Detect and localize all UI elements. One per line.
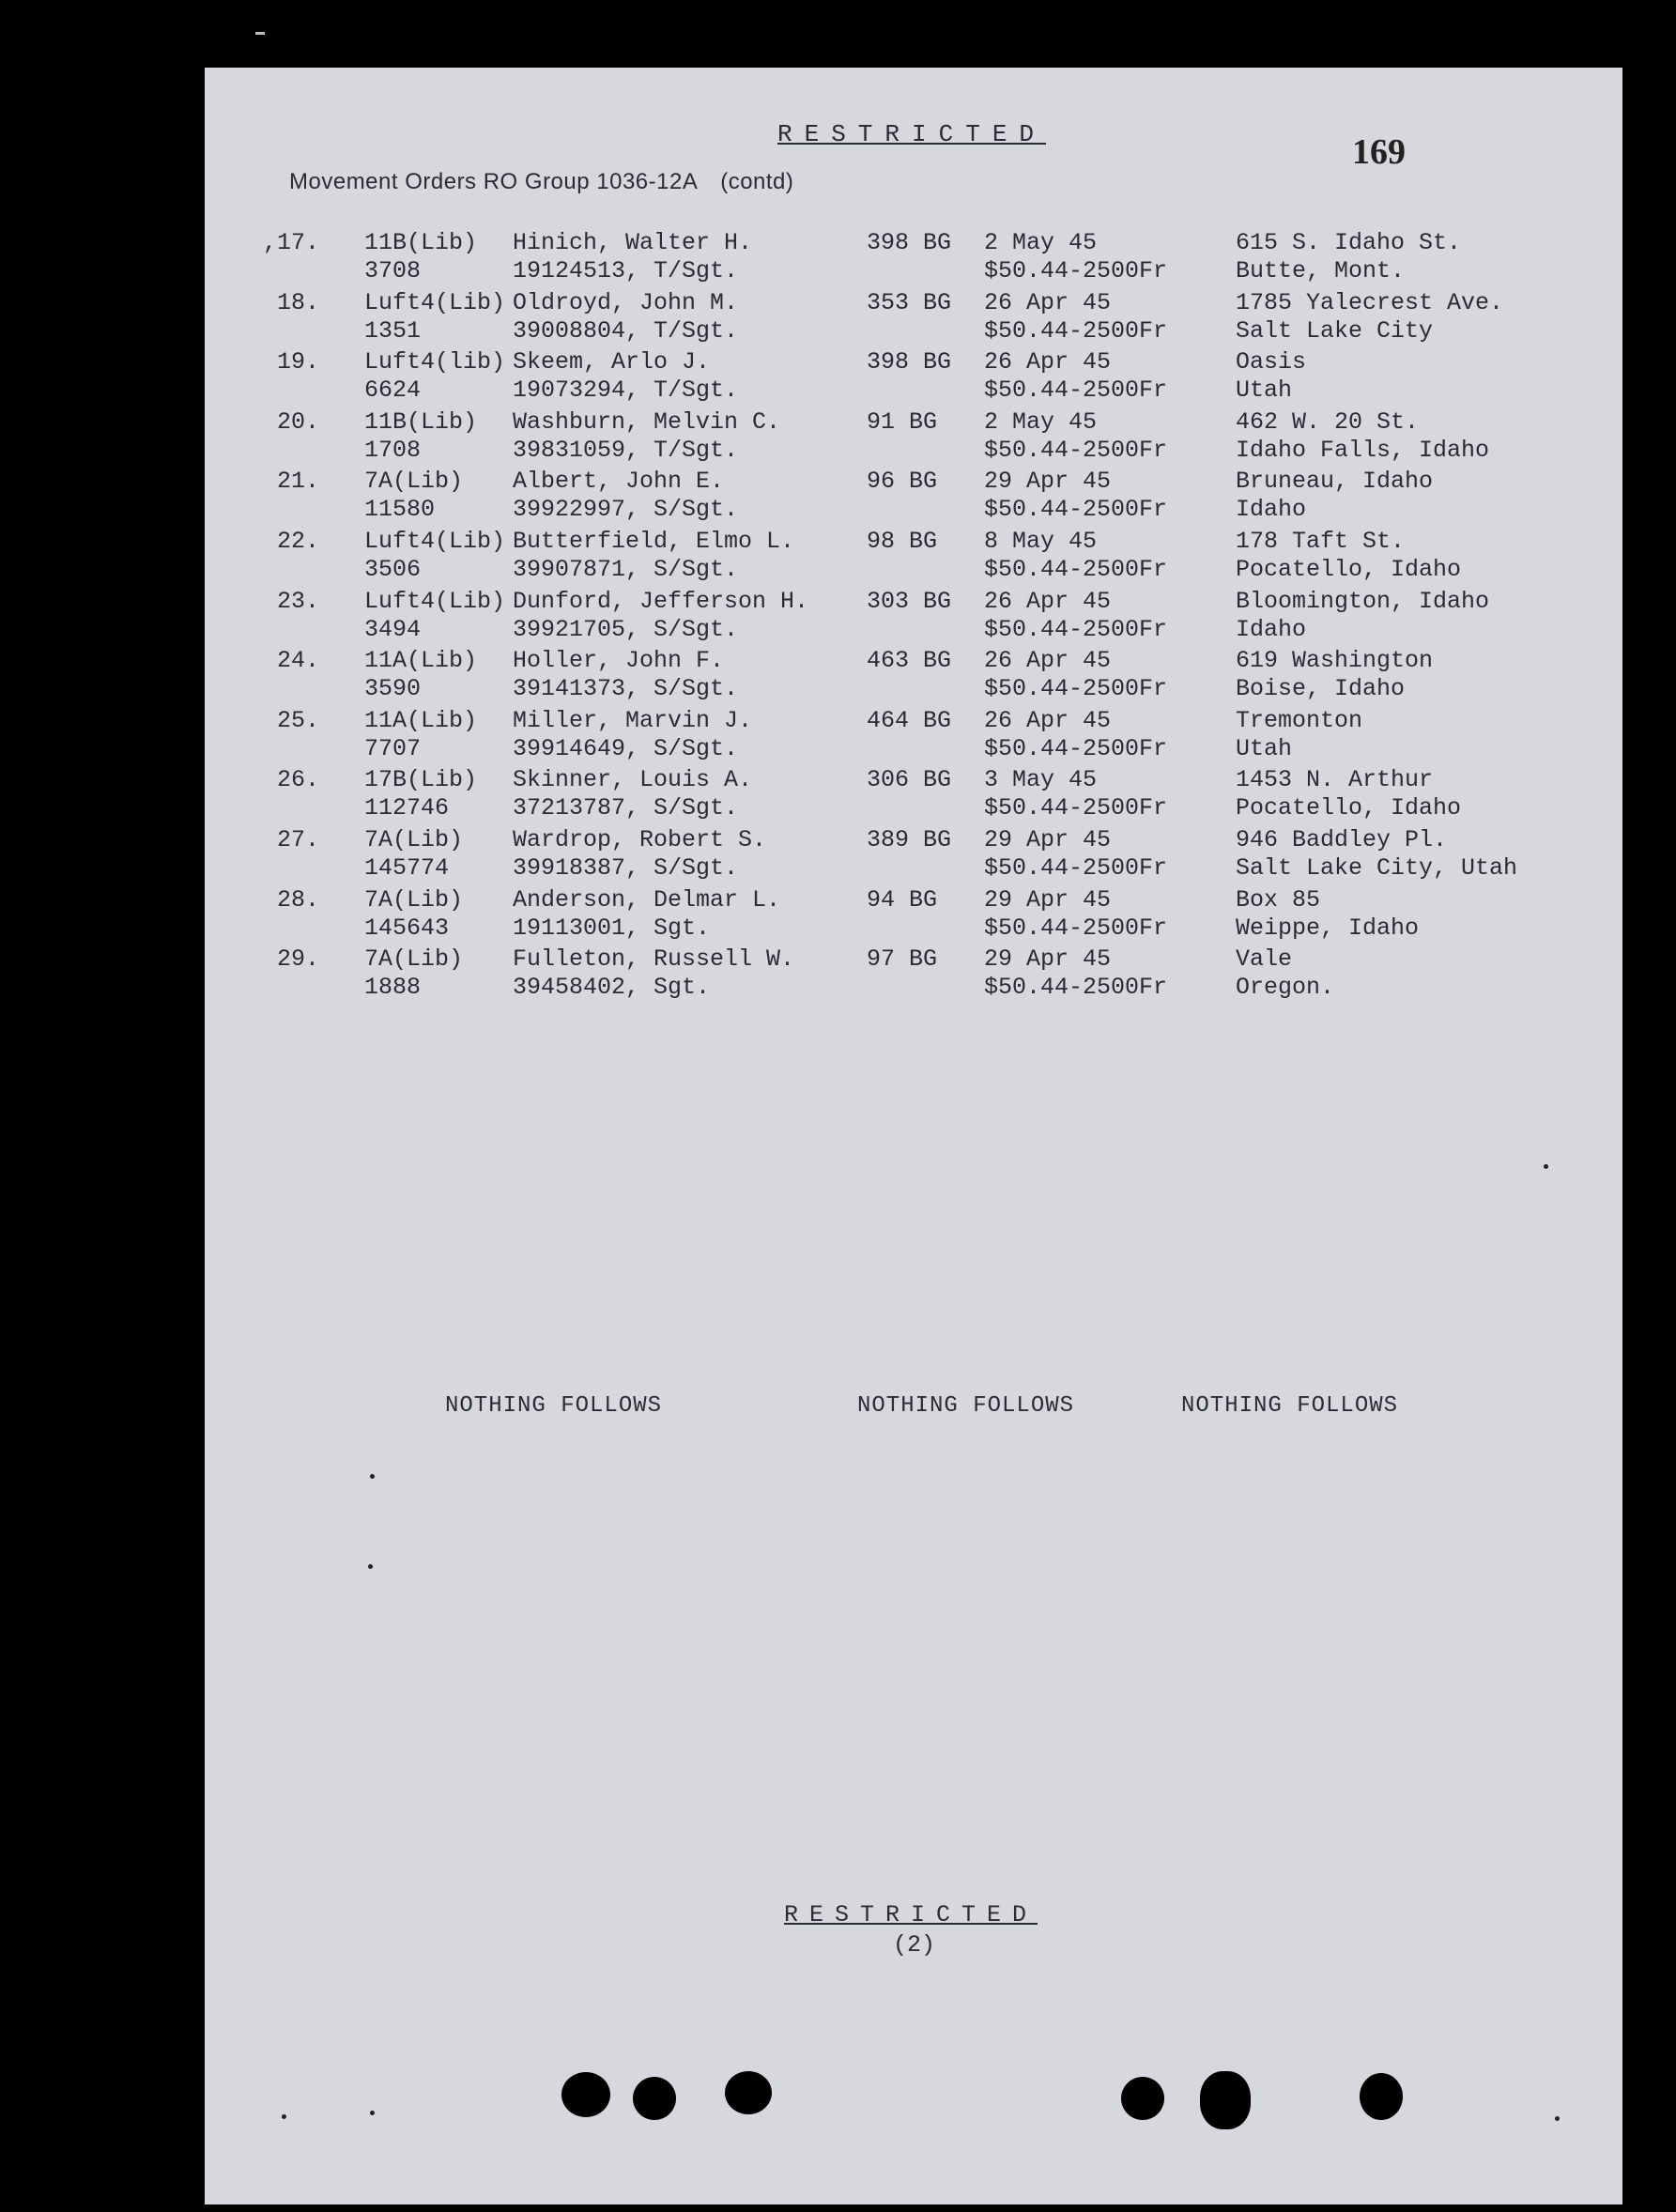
address-line-1: 462 W. 20 St. — [1236, 408, 1420, 436]
bomb-group: 98 BG — [867, 528, 938, 555]
bomb-group: 306 BG — [867, 766, 952, 793]
soldier-name: Anderson, Delmar L. — [513, 886, 781, 914]
address-line-1: Tremonton — [1236, 707, 1363, 734]
pow-number: 112746 — [364, 794, 450, 822]
header-classification: RESTRICTED — [777, 120, 1047, 148]
soldier-name: Skinner, Louis A. — [513, 766, 753, 793]
serial-rank: 39141373, S/Sgt. — [513, 675, 739, 702]
camp-name: 11A(Lib) — [364, 647, 478, 674]
punch-hole — [561, 2072, 610, 2117]
entry-number: 22. — [276, 528, 319, 555]
pow-number: 7707 — [364, 735, 422, 762]
camp-name: 11B(Lib) — [364, 229, 478, 256]
return-date: 29 Apr 45 — [984, 468, 1112, 495]
serial-rank: 19113001, Sgt. — [513, 914, 711, 942]
serial-rank: 37213787, S/Sgt. — [513, 794, 739, 822]
soldier-name: Fulleton, Russell W. — [513, 945, 795, 973]
camp-name: 17B(Lib) — [364, 766, 478, 793]
page-number: 169 — [1352, 132, 1406, 172]
entry-row — [205, 588, 1622, 648]
return-date: 26 Apr 45 — [984, 707, 1112, 734]
address-line-2: Weippe, Idaho — [1236, 914, 1420, 942]
return-date: 8 May 45 — [984, 528, 1098, 555]
entry-row — [205, 945, 1622, 1006]
soldier-name: Albert, John E. — [513, 468, 725, 495]
entry-row — [205, 229, 1622, 289]
pay-amount: $50.44-2500Fr — [984, 616, 1168, 643]
pow-number: 145643 — [364, 914, 450, 942]
address-line-1: 178 Taft St. — [1236, 528, 1406, 555]
punch-hole — [1360, 2073, 1403, 2120]
pay-amount: $50.44-2500Fr — [984, 914, 1168, 942]
address-line-1: 1453 N. Arthur — [1236, 766, 1434, 793]
address-line-2: Oregon. — [1236, 974, 1335, 1001]
entry-row — [205, 528, 1622, 588]
soldier-name: Holler, John F. — [513, 647, 725, 674]
pay-amount: $50.44-2500Fr — [984, 854, 1168, 882]
entry-number: 20. — [276, 408, 319, 436]
address-line-2: Idaho — [1236, 496, 1307, 523]
entry-row — [205, 826, 1622, 886]
bomb-group: 96 BG — [867, 468, 938, 495]
entry-number: 18. — [276, 289, 319, 316]
punch-hole — [1200, 2071, 1251, 2129]
return-date: 29 Apr 45 — [984, 945, 1112, 973]
return-date: 26 Apr 45 — [984, 647, 1112, 674]
punch-hole — [725, 2071, 772, 2114]
bomb-group: 463 BG — [867, 647, 952, 674]
entry-row — [205, 766, 1622, 826]
bomb-group: 398 BG — [867, 348, 952, 376]
soldier-name: Washburn, Melvin C. — [513, 408, 781, 436]
scan-mark — [255, 32, 265, 35]
address-line-1: 619 Washington — [1236, 647, 1434, 674]
nothing-follows-1: NOTHING FOLLOWS — [445, 1393, 663, 1419]
bomb-group: 91 BG — [867, 408, 938, 436]
pay-amount: $50.44-2500Fr — [984, 376, 1168, 404]
address-line-2: Utah — [1236, 735, 1293, 762]
speck — [370, 2111, 375, 2115]
address-line-1: Bruneau, Idaho — [1236, 468, 1434, 495]
footer-classification: RESTRICTED — [784, 1901, 1038, 1928]
camp-name: Luft4(Lib) — [364, 528, 506, 555]
pow-number: 1351 — [364, 317, 422, 345]
camp-name: 11B(Lib) — [364, 408, 478, 436]
entry-number: 21. — [276, 468, 319, 495]
serial-rank: 19124513, T/Sgt. — [513, 257, 739, 284]
pay-amount: $50.44-2500Fr — [984, 556, 1168, 583]
serial-rank: 19073294, T/Sgt. — [513, 376, 739, 404]
document-title-suffix: (contd) — [720, 169, 794, 194]
address-line-2: Butte, Mont. — [1236, 257, 1406, 284]
soldier-name: Butterfield, Elmo L. — [513, 528, 795, 555]
pow-number: 1888 — [364, 974, 422, 1001]
pay-amount: $50.44-2500Fr — [984, 735, 1168, 762]
speck — [1555, 2116, 1560, 2121]
bomb-group: 97 BG — [867, 945, 938, 973]
pay-amount: $50.44-2500Fr — [984, 257, 1168, 284]
address-line-2: Idaho — [1236, 616, 1307, 643]
speck — [370, 1474, 375, 1479]
entry-number: 28. — [276, 886, 319, 914]
camp-name: 7A(Lib) — [364, 886, 464, 914]
pay-amount: $50.44-2500Fr — [984, 317, 1168, 345]
bomb-group: 398 BG — [867, 229, 952, 256]
document-title-text: Movement Orders RO Group 1036-12A — [289, 169, 698, 194]
serial-rank: 39831059, T/Sgt. — [513, 437, 739, 464]
entry-number: 19. — [276, 348, 319, 376]
return-date: 26 Apr 45 — [984, 588, 1112, 615]
pay-amount: $50.44-2500Fr — [984, 794, 1168, 822]
entry-number: 26. — [276, 766, 319, 793]
address-line-2: Salt Lake City, Utah — [1236, 854, 1518, 882]
nothing-follows-2: NOTHING FOLLOWS — [857, 1393, 1075, 1419]
address-line-2: Pocatello, Idaho — [1236, 556, 1462, 583]
bomb-group: 303 BG — [867, 588, 952, 615]
address-line-1: Bloomington, Idaho — [1236, 588, 1490, 615]
pow-number: 1708 — [364, 437, 422, 464]
pay-amount: $50.44-2500Fr — [984, 437, 1168, 464]
camp-name: Luft4(Lib) — [364, 289, 506, 316]
entry-number: 24. — [276, 647, 319, 674]
pow-number: 145774 — [364, 854, 450, 882]
address-line-1: Oasis — [1236, 348, 1307, 376]
address-line-1: 615 S. Idaho St. — [1236, 229, 1462, 256]
bomb-group: 353 BG — [867, 289, 952, 316]
pow-number: 3708 — [364, 257, 422, 284]
entry-row — [205, 348, 1622, 408]
pow-number: 3494 — [364, 616, 422, 643]
entry-row — [205, 707, 1622, 767]
pow-number: 3590 — [364, 675, 422, 702]
bomb-group: 464 BG — [867, 707, 952, 734]
bomb-group: 389 BG — [867, 826, 952, 853]
address-line-1: Box 85 — [1236, 886, 1321, 914]
serial-rank: 39907871, S/Sgt. — [513, 556, 739, 583]
address-line-2: Idaho Falls, Idaho — [1236, 437, 1490, 464]
entry-number: 27. — [276, 826, 319, 853]
pay-amount: $50.44-2500Fr — [984, 974, 1168, 1001]
serial-rank: 39922997, S/Sgt. — [513, 496, 739, 523]
address-line-2: Boise, Idaho — [1236, 675, 1406, 702]
pow-number: 3506 — [364, 556, 422, 583]
footer-page-number: (2) — [893, 1931, 936, 1959]
speck — [282, 2114, 286, 2119]
soldier-name: Dunford, Jefferson H. — [513, 588, 809, 615]
entry-row — [205, 886, 1622, 946]
serial-rank: 39458402, Sgt. — [513, 974, 711, 1001]
address-line-2: Salt Lake City — [1236, 317, 1434, 345]
camp-name: 7A(Lib) — [364, 468, 464, 495]
return-date: 29 Apr 45 — [984, 886, 1112, 914]
return-date: 26 Apr 45 — [984, 348, 1112, 376]
document-page — [205, 68, 1622, 2204]
soldier-name: Oldroyd, John M. — [513, 289, 739, 316]
return-date: 29 Apr 45 — [984, 826, 1112, 853]
pay-amount: $50.44-2500Fr — [984, 675, 1168, 702]
document-title — [289, 169, 793, 195]
bomb-group: 94 BG — [867, 886, 938, 914]
address-line-1: 946 Baddley Pl. — [1236, 826, 1448, 853]
serial-rank: 39918387, S/Sgt. — [513, 854, 739, 882]
return-date: 3 May 45 — [984, 766, 1098, 793]
camp-name: 7A(Lib) — [364, 945, 464, 973]
punch-hole — [633, 2077, 676, 2120]
entry-number: 29. — [276, 945, 319, 973]
entry-row — [205, 289, 1622, 349]
camp-name: 7A(Lib) — [364, 826, 464, 853]
serial-rank: 39914649, S/Sgt. — [513, 735, 739, 762]
return-date: 2 May 45 — [984, 229, 1098, 256]
soldier-name: Hinich, Walter H. — [513, 229, 753, 256]
entry-row — [205, 408, 1622, 469]
return-date: 26 Apr 45 — [984, 289, 1112, 316]
entry-row — [205, 468, 1622, 528]
speck — [368, 1564, 373, 1569]
return-date: 2 May 45 — [984, 408, 1098, 436]
camp-name: Luft4(lib) — [364, 348, 506, 376]
pow-number: 11580 — [364, 496, 436, 523]
camp-name: 11A(Lib) — [364, 707, 478, 734]
entry-row — [205, 647, 1622, 707]
soldier-name: Wardrop, Robert S. — [513, 826, 767, 853]
pay-amount: $50.44-2500Fr — [984, 496, 1168, 523]
serial-rank: 39921705, S/Sgt. — [513, 616, 739, 643]
entry-number: ,17. — [262, 229, 319, 256]
serial-rank: 39008804, T/Sgt. — [513, 317, 739, 345]
entry-number: 25. — [276, 707, 319, 734]
speck — [1544, 1164, 1548, 1169]
address-line-2: Utah — [1236, 376, 1293, 404]
camp-name: Luft4(Lib) — [364, 588, 506, 615]
nothing-follows-3: NOTHING FOLLOWS — [1181, 1393, 1399, 1419]
address-line-1: 1785 Yalecrest Ave. — [1236, 289, 1504, 316]
address-line-1: Vale — [1236, 945, 1293, 973]
punch-hole — [1121, 2077, 1164, 2120]
soldier-name: Miller, Marvin J. — [513, 707, 753, 734]
entry-number: 23. — [276, 588, 319, 615]
soldier-name: Skeem, Arlo J. — [513, 348, 711, 376]
address-line-2: Pocatello, Idaho — [1236, 794, 1462, 822]
pow-number: 6624 — [364, 376, 422, 404]
